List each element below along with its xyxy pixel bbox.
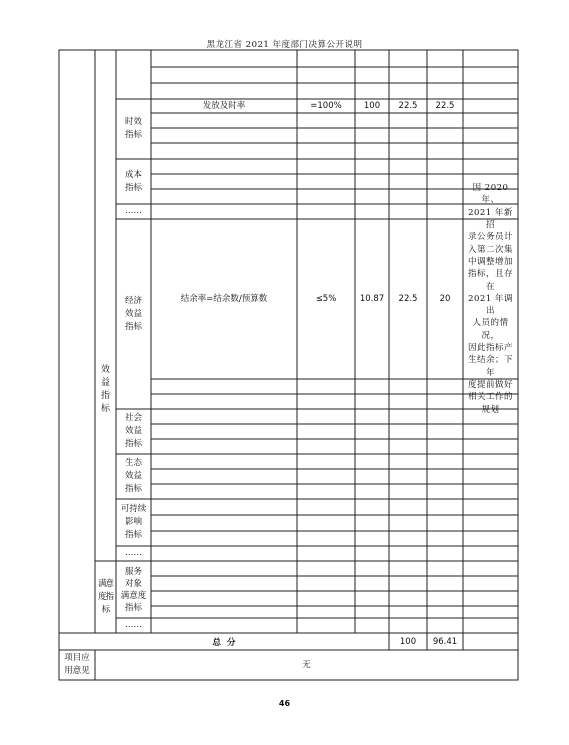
first-level-satisfaction-label: 满意 度指 标	[97, 578, 113, 615]
second-level-sustainable-label: 可持续 影响 指标	[120, 504, 147, 540]
project-opinion-value: 无	[302, 659, 311, 670]
second-level-ellipsis: ……	[125, 548, 142, 558]
first-level-benefit-label: 效 益 指 标	[100, 365, 110, 414]
second-level-ellipsis: ……	[125, 620, 142, 630]
score-value: 22.5	[435, 101, 455, 111]
score-value: 22.5	[398, 101, 418, 111]
page-title: 黑龙江省 2021 年度部门决算公开说明	[206, 40, 363, 50]
target-value: ≤5%	[315, 294, 337, 304]
total-score-label: 总 分	[212, 637, 236, 648]
second-level-ecological-label: 生态 效益 指标	[124, 458, 142, 494]
weight-value: 100	[363, 101, 381, 111]
indicator-balance-rate: 结余率=结余数/预算数	[180, 293, 268, 304]
score-value: 20	[439, 294, 451, 304]
second-level-social-label: 社会 效益 指标	[124, 413, 142, 449]
target-value: =100%	[310, 101, 342, 111]
page-number: 46	[278, 699, 291, 708]
second-level-ellipsis: ……	[125, 206, 142, 216]
second-level-cost-label: 成本 指标	[124, 169, 142, 193]
second-level-timeliness-label: 时效 指标	[124, 117, 142, 140]
actual-value: 10.87	[359, 294, 385, 304]
total-full-score: 100	[399, 636, 417, 647]
total-score-value: 96.41	[432, 636, 458, 647]
indicator-disbursement-timeliness: 发放及时率	[202, 100, 246, 111]
weight-value: 22.5	[398, 294, 418, 304]
second-level-service-label: 服务 对象 满意度 指标	[120, 566, 147, 613]
deduction-reason-note: 因 2020 年、 2021 年新招 录公务员计 入第二次集 中调整增加 指标，且存在 2021 年调出 人员的情况， 因此指标产 生结余；下年 度提前做好 相关工作的 规划	[467, 183, 513, 415]
second-level-economic-label: 经济 效益 指标	[124, 295, 142, 332]
project-opinion-label: 项目应 用意见	[64, 653, 90, 676]
